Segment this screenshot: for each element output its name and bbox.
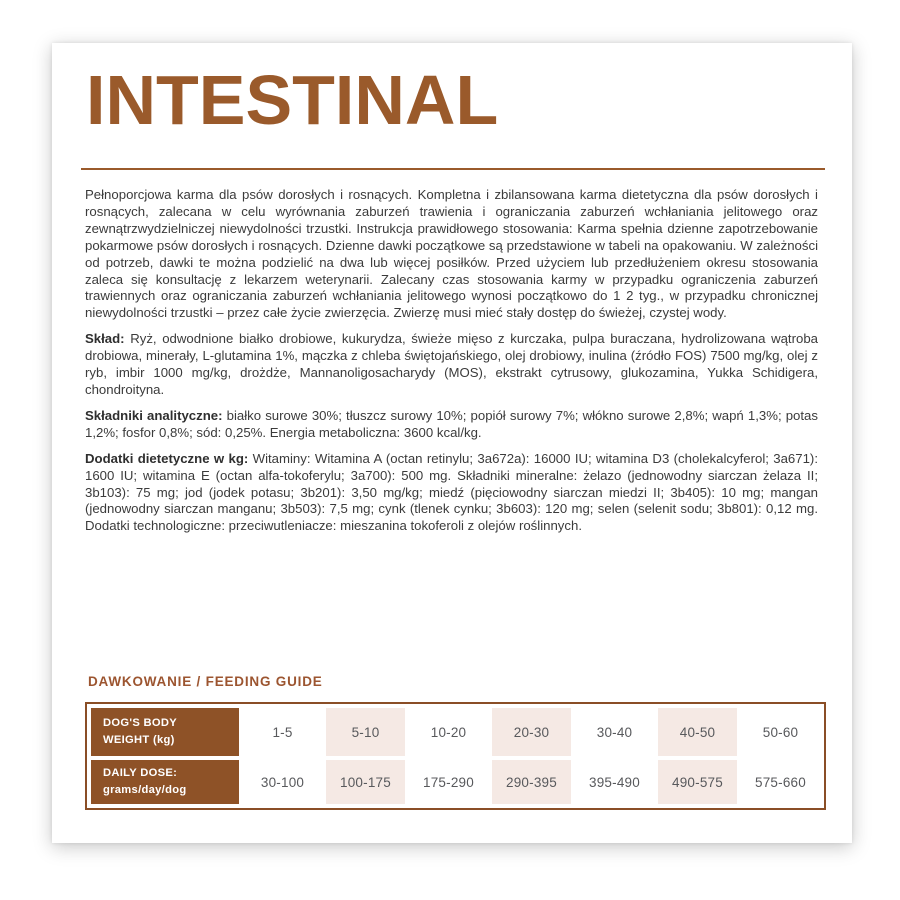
weight-row-header — [91, 708, 239, 756]
additives-label: Dodatki dietetyczne w kg: — [85, 450, 249, 466]
weight-cell: 5-10 — [326, 708, 405, 756]
weight-cell: 30-40 — [575, 708, 654, 756]
analytical-text: białko surowe 30%; tłuszcz surowy 10%; popiół surowy 7%; włókno surowe 2,8%; wapń 1,3%; potas 1,2%; fosfor 0,8%; sód: 0,25%. Energia metaboliczna: 3600 kcal/kg. — [85, 407, 818, 440]
additives-paragraph — [85, 451, 818, 536]
feeding-guide-heading: DAWKOWANIE / FEEDING GUIDE — [88, 674, 323, 689]
dose-row — [91, 760, 820, 804]
dose-row-header-line2: grams/day/dog — [103, 784, 187, 796]
analytical-paragraph — [85, 408, 818, 442]
dose-cell: 490-575 — [658, 760, 737, 804]
dose-cell: 100-175 — [326, 760, 405, 804]
weight-cell: 50-60 — [741, 708, 820, 756]
dose-row-header-line1: DAILY DOSE: — [103, 767, 178, 780]
dose-cell: 395-490 — [575, 760, 654, 804]
dose-cell: 575-660 — [741, 760, 820, 804]
composition-paragraph — [85, 331, 818, 399]
product-title: INTESTINAL — [86, 61, 499, 139]
weight-cell: 20-30 — [492, 708, 571, 756]
feeding-guide-table — [85, 702, 826, 810]
title-divider — [81, 168, 825, 170]
composition-text: Ryż, odwodnione białko drobiowe, kukurydza, świeże mięso z kurczaka, pulpa buraczana, hydrolizowana wątroba drobiowa, minerały, L-glutamina 1%, mączka z chleba świętojańskiego, olej drobiowy, inulina (źródło FOS) 7500 mg/kg, olej z ryb, imbir 1000 mg/kg, drożdże, Mannanoligosacharydy (MOS), ekstrakt cytrusowy, glukozamina, Yukka Schidigera, chondroityna. — [85, 331, 818, 397]
weight-row-header-line1: DOG'S BODY — [103, 717, 178, 730]
intro-paragraph: Pełnoporcjowa karma dla psów dorosłych i rosnących. Kompletna i zbilansowana karma dietetyczna dla psów dorosłych i rosnących, zalecana w celu wyrównania zaburzeń trawienia i ograniczania zaburzeń wchłaniania jelitowego oraz zewnątrzwydzielniczej niewydolności trzustki. Instrukcja prawidłowego stosowania: Karma spełnia dzienne zapotrzebowanie pokarmowe psów dorosłych i rosnących. Dzienne dawki początkowe są przedstawione w tabeli na opakowaniu. W zależności od potrzeb, dawki te można podzielić na dwa lub więcej posiłków. Przed użyciem lub przedłużeniem okresu stosowania zaleca się konsultację z lekarzem weterynarii. Zalecany czas stosowania karmy w przypadku ograniczenia zaburzeń trawiennych oraz ograniczania zaburzeń wchłaniania jelitowego wynosi początkowo do 1 2 tyg., w przypadku chronicznej niewydolności trzustki – przez całe życie zwierzęcia. Zwierzę musi mieć stały dostęp do świeżej, czystej wody. — [85, 187, 818, 321]
analytical-label: Składniki analityczne: — [85, 407, 223, 423]
label-card — [52, 43, 852, 843]
weight-row-header-line2: WEIGHT (kg) — [103, 734, 175, 746]
dose-cell: 175-290 — [409, 760, 488, 804]
weight-row — [91, 708, 820, 756]
dose-cell: 290-395 — [492, 760, 571, 804]
dose-row-header — [91, 760, 239, 804]
weight-cell: 10-20 — [409, 708, 488, 756]
composition-label: Skład: — [85, 331, 125, 347]
weight-cell: 1-5 — [243, 708, 322, 756]
dose-cell: 30-100 — [243, 760, 322, 804]
description-block — [85, 187, 818, 544]
additives-text: Witaminy: Witamina A (octan retinylu; 3a672a): 16000 IU; witamina D3 (cholekalcyferol; 3a671): 1600 IU; witamina E (octan alfa-tokoferylu; 3a700): 500 mg. Składniki mineralne: żelazo (jednowodny siarczan żelaza II; 3b103): 75 mg; jod (jodek potasu; 3b201): 3,50 mg/kg; miedź (pięciowodny siarczan miedzi II; 3b405): 10 mg; mangan (jednowodny siarczan manganu; 3b503): 7,5 mg; cynk (tlenek cynku; 3b603): 120 mg; selen (selenit sodu; 3b801): 0,12 mg. Dodatki technologiczne: przeciwutleniacze: mieszanina tokoferoli z olejów roślinnych. — [85, 450, 818, 534]
weight-cell: 40-50 — [658, 708, 737, 756]
